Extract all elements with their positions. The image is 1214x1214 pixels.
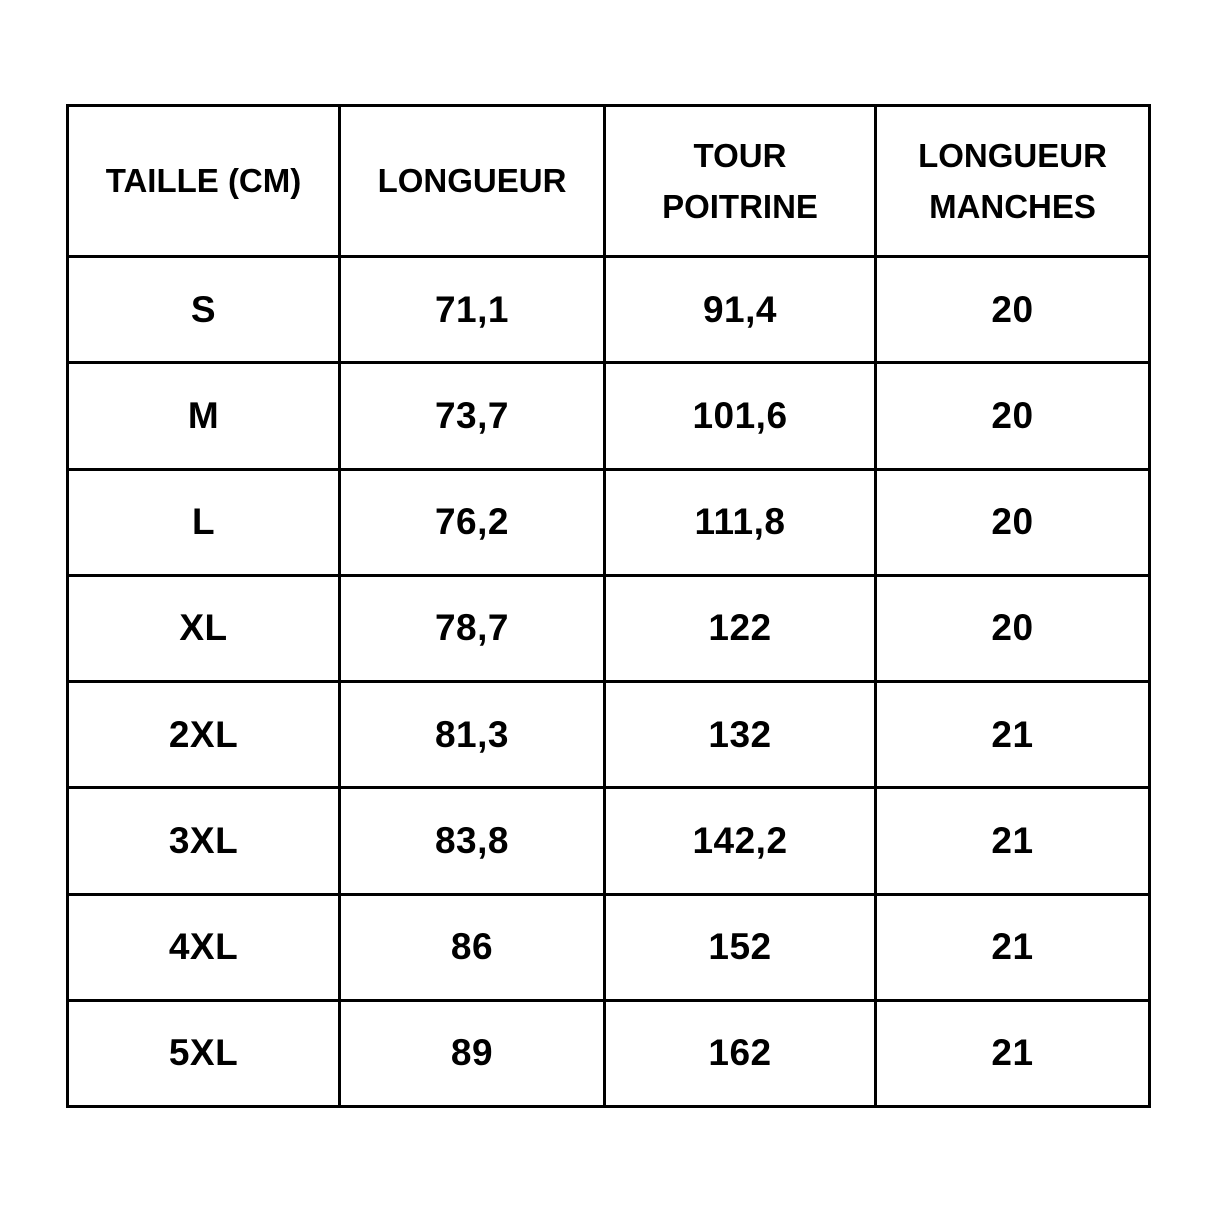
longueur-cell: 76,2 — [340, 469, 605, 575]
header-label-tour-poitrine: TOUR POITRINE — [662, 136, 818, 225]
size-cell: 5XL — [68, 1000, 340, 1106]
header-row — [68, 106, 1150, 257]
size-cell: XL — [68, 575, 340, 681]
longueur-cell: 81,3 — [340, 682, 605, 788]
tour-poitrine-cell: 101,6 — [605, 363, 876, 469]
size-cell: M — [68, 363, 340, 469]
tour-poitrine-cell: 142,2 — [605, 788, 876, 894]
longueur-manches-cell: 20 — [876, 257, 1150, 363]
header-cell-longueur-manches — [876, 106, 1150, 257]
longueur-manches-cell: 21 — [876, 894, 1150, 1000]
table-row-4xl — [68, 894, 1150, 1000]
size-chart-table — [66, 104, 1151, 1108]
header-label-taille: TAILLE (CM) — [105, 162, 302, 200]
longueur-manches-cell: 20 — [876, 363, 1150, 469]
longueur-cell: 78,7 — [340, 575, 605, 681]
size-cell: 3XL — [68, 788, 340, 894]
tour-poitrine-cell: 162 — [605, 1000, 876, 1106]
tour-poitrine-cell: 91,4 — [605, 257, 876, 363]
tour-poitrine-cell: 111,8 — [605, 469, 876, 575]
size-cell: 2XL — [68, 682, 340, 788]
longueur-cell: 71,1 — [340, 257, 605, 363]
table-row-s — [68, 257, 1150, 363]
longueur-cell: 89 — [340, 1000, 605, 1106]
tour-poitrine-cell: 152 — [605, 894, 876, 1000]
size-cell: 4XL — [68, 894, 340, 1000]
longueur-manches-cell: 21 — [876, 1000, 1150, 1106]
size-cell: L — [68, 469, 340, 575]
header-cell-taille — [68, 106, 340, 257]
longueur-cell: 86 — [340, 894, 605, 1000]
tour-poitrine-cell: 122 — [605, 575, 876, 681]
tour-poitrine-cell: 132 — [605, 682, 876, 788]
size-cell: S — [68, 257, 340, 363]
longueur-cell: 83,8 — [340, 788, 605, 894]
table-row-l — [68, 469, 1150, 575]
header-label-longueur: LONGUEUR — [377, 162, 567, 200]
table-row-3xl — [68, 788, 1150, 894]
longueur-manches-cell: 20 — [876, 575, 1150, 681]
table-row-xl — [68, 575, 1150, 681]
longueur-manches-cell: 21 — [876, 788, 1150, 894]
longueur-manches-cell: 21 — [876, 682, 1150, 788]
table-row-2xl — [68, 682, 1150, 788]
longueur-manches-cell: 20 — [876, 469, 1150, 575]
header-cell-tour-poitrine — [605, 106, 876, 257]
header-cell-longueur — [340, 106, 605, 257]
table-row-m — [68, 363, 1150, 469]
header-label-longueur-manches: LONGUEUR MANCHES — [918, 136, 1107, 225]
longueur-cell: 73,7 — [340, 363, 605, 469]
table-row-5xl — [68, 1000, 1150, 1106]
